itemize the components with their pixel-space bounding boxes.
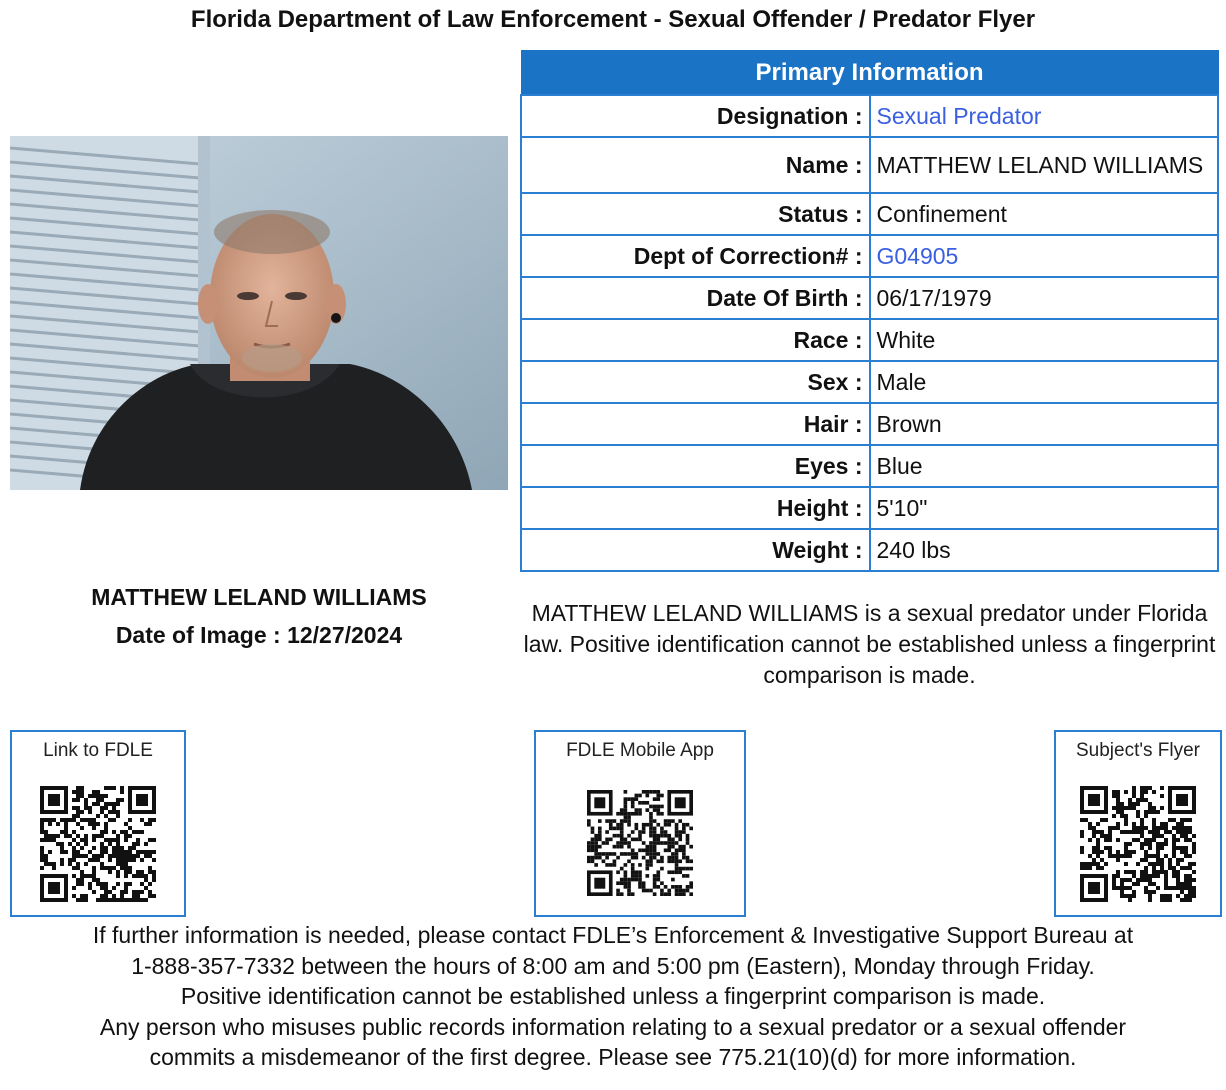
doc-number-link[interactable]: G04905 xyxy=(870,235,1219,277)
page-title: Florida Department of Law Enforcement - Sexual Offender / Predator Flyer xyxy=(190,6,1036,33)
qr-label: Subject's Flyer xyxy=(1075,740,1200,761)
doc-number-label: Dept of Correction# : xyxy=(521,235,870,277)
subject-photo xyxy=(10,136,508,490)
hair-label: Hair : xyxy=(521,403,870,445)
table-row xyxy=(521,95,1218,137)
footer-line: 1-888-357-7332 between the hours of 8:00 am and 5:00 pm (Eastern), Monday through Friday. xyxy=(131,952,1095,979)
footer-notice xyxy=(0,920,1226,1073)
qr-label: Link to FDLE xyxy=(43,740,153,761)
table-row xyxy=(521,487,1218,529)
footer-line: Any person who misuses public records information relating to a sexual predator or a sexual offender xyxy=(99,1013,1127,1040)
subject-name-caption: MATTHEW LELAND WILLIAMS xyxy=(91,584,427,610)
qr-code-icon xyxy=(1079,786,1197,902)
designation-link[interactable]: Sexual Predator xyxy=(870,95,1219,137)
eyes-label: Eyes : xyxy=(521,445,870,487)
race-label: Race : xyxy=(521,319,870,361)
table-row xyxy=(521,137,1218,193)
name-label: Name : xyxy=(521,137,870,193)
predator-statement: MATTHEW LELAND WILLIAMS is a sexual predator under Florida law. Positive identification cannot be established unless a fingerprint comparison is made. xyxy=(523,600,1216,688)
weight-label: Weight : xyxy=(521,529,870,571)
race-value: White xyxy=(870,319,1219,361)
table-row xyxy=(521,193,1218,235)
table-row xyxy=(521,529,1218,571)
qr-code-icon xyxy=(39,786,157,902)
qr-box-fdle-mobile-app[interactable] xyxy=(534,730,746,917)
sex-label: Sex : xyxy=(521,361,870,403)
table-row xyxy=(521,361,1218,403)
table-row xyxy=(521,319,1218,361)
qr-box-link-to-fdle[interactable] xyxy=(10,730,186,917)
primary-information-table xyxy=(520,50,1219,572)
qr-code-icon xyxy=(587,790,693,896)
subject-photo-image xyxy=(10,136,508,490)
qr-label: FDLE Mobile App xyxy=(566,740,714,761)
footer-line: commits a misdemeanor of the first degree. Please see 775.21(10)(d) for more information. xyxy=(149,1044,1077,1070)
image-date: Date of Image : 12/27/2024 xyxy=(115,622,403,648)
dob-label: Date Of Birth : xyxy=(521,277,870,319)
table-row xyxy=(521,277,1218,319)
hair-value: Brown xyxy=(870,403,1219,445)
primary-information-heading: Primary Information xyxy=(521,51,1218,96)
qr-box-subjects-flyer[interactable] xyxy=(1054,730,1222,917)
name-value: MATTHEW LELAND WILLIAMS xyxy=(870,137,1219,193)
table-row xyxy=(521,445,1218,487)
designation-label: Designation : xyxy=(521,95,870,137)
footer-line: Positive identification cannot be established unless a fingerprint comparison is made. xyxy=(180,983,1046,1009)
dob-value: 06/17/1979 xyxy=(870,277,1219,319)
status-value: Confinement xyxy=(870,193,1219,235)
eyes-value: Blue xyxy=(870,445,1219,487)
status-label: Status : xyxy=(521,193,870,235)
sex-value: Male xyxy=(870,361,1219,403)
footer-line: If further information is needed, please contact FDLE’s Enforcement & Investigative Support Bureau at xyxy=(92,922,1134,948)
height-value: 5'10" xyxy=(870,487,1219,529)
weight-value: 240 lbs xyxy=(870,529,1219,571)
table-row xyxy=(521,403,1218,445)
table-row xyxy=(521,235,1218,277)
height-label: Height : xyxy=(521,487,870,529)
